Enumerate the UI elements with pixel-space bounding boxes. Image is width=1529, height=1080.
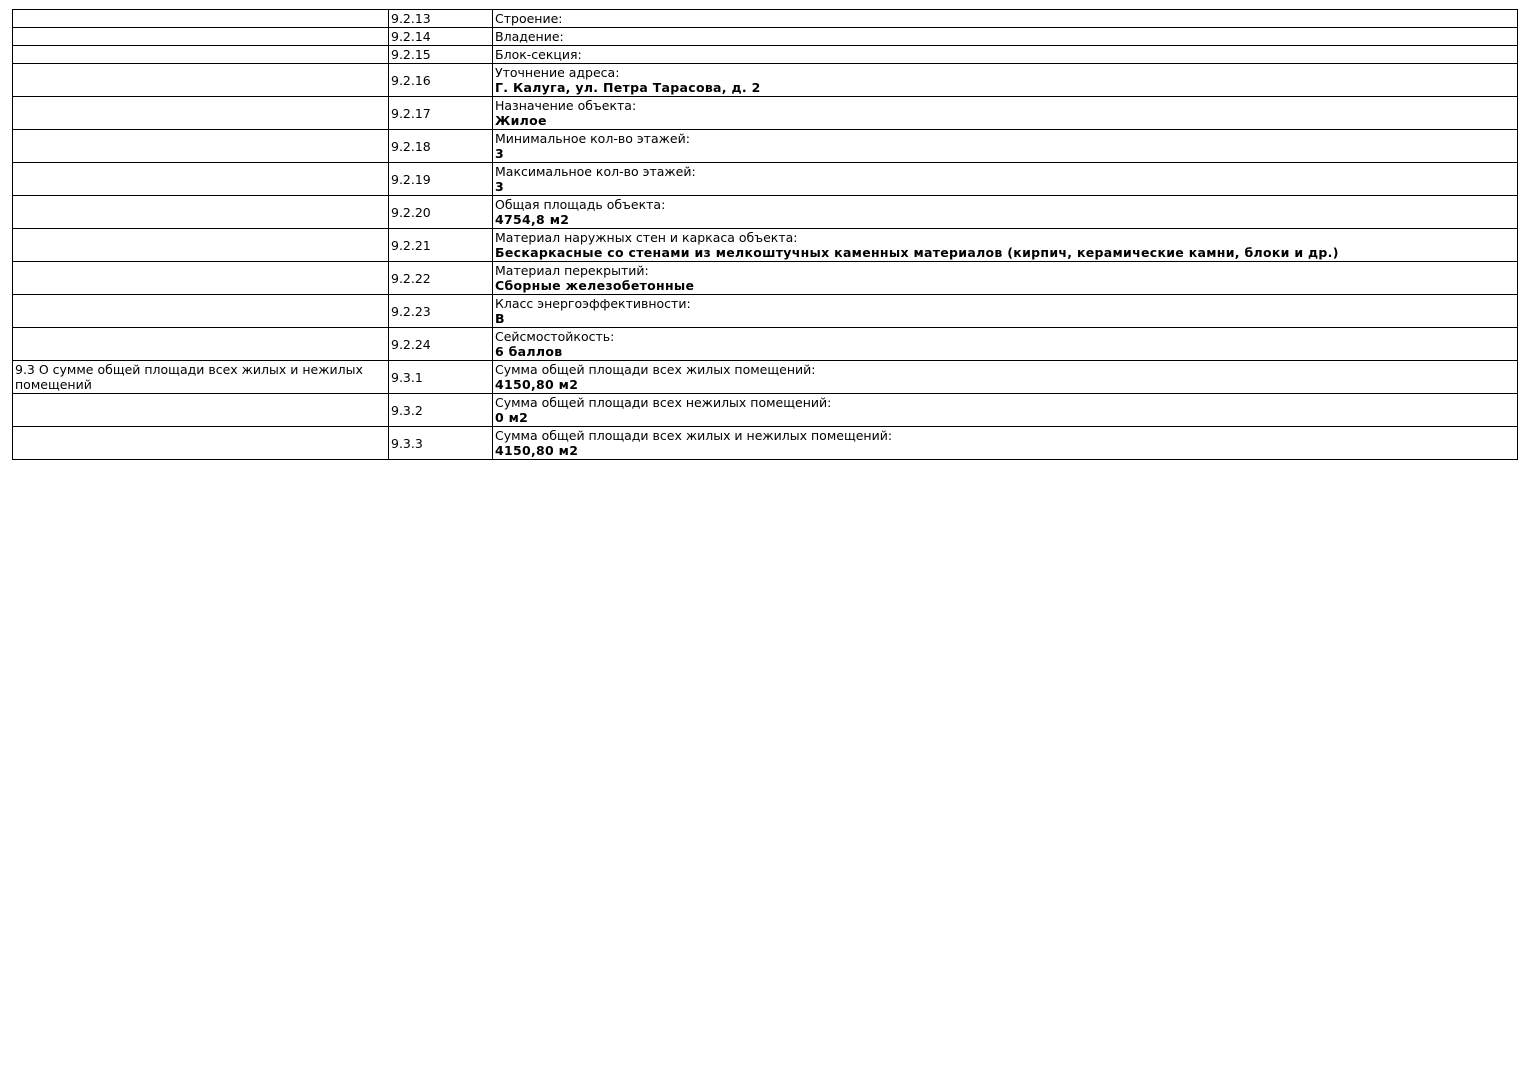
field-value: 4754,8 м2 xyxy=(495,212,570,227)
code-cell: 9.3.1 xyxy=(389,361,493,394)
description-cell xyxy=(493,427,1518,460)
field-label: Материал перекрытий: xyxy=(495,263,649,278)
description-cell xyxy=(493,163,1518,196)
table-row xyxy=(13,427,1518,460)
description-cell xyxy=(493,229,1518,262)
field-value: Бескаркасные со стенами из мелкоштучных каменных материалов (кирпич, керамические камни, блоки и др.) xyxy=(495,245,1339,260)
description-cell xyxy=(493,10,1518,28)
field-value: 4150,80 м2 xyxy=(495,443,579,458)
description-cell xyxy=(493,28,1518,46)
code-cell: 9.2.13 xyxy=(389,10,493,28)
declaration-table xyxy=(12,9,1518,460)
section-cell xyxy=(13,328,389,361)
code-cell: 9.2.21 xyxy=(389,229,493,262)
table-row xyxy=(13,361,1518,394)
code-cell: 9.2.23 xyxy=(389,295,493,328)
field-label: Общая площадь объекта: xyxy=(495,197,666,212)
field-label: Максимальное кол-во этажей: xyxy=(495,164,696,179)
code-cell: 9.2.18 xyxy=(389,130,493,163)
table-row xyxy=(13,46,1518,64)
field-label: Уточнение адреса: xyxy=(495,65,620,80)
table-row xyxy=(13,328,1518,361)
section-cell xyxy=(13,427,389,460)
table-row xyxy=(13,394,1518,427)
code-cell: 9.2.19 xyxy=(389,163,493,196)
code-cell: 9.2.22 xyxy=(389,262,493,295)
field-value: 4150,80 м2 xyxy=(495,377,579,392)
description-cell xyxy=(493,262,1518,295)
description-cell xyxy=(493,64,1518,97)
field-value: Жилое xyxy=(495,113,547,128)
field-label: Сумма общей площади всех нежилых помещений: xyxy=(495,395,832,410)
section-cell xyxy=(13,97,389,130)
field-value: 3 xyxy=(495,146,504,161)
table-row xyxy=(13,10,1518,28)
field-label: Сейсмостойкость: xyxy=(495,329,615,344)
description-cell xyxy=(493,130,1518,163)
field-value: Сборные железобетонные xyxy=(495,278,695,293)
section-cell xyxy=(13,262,389,295)
description-cell xyxy=(493,196,1518,229)
field-value: 3 xyxy=(495,179,504,194)
field-label: Строение: xyxy=(495,11,563,26)
field-label: Блок-секция: xyxy=(495,47,582,62)
section-cell xyxy=(13,10,389,28)
table-row xyxy=(13,130,1518,163)
table-row xyxy=(13,196,1518,229)
field-label: Владение: xyxy=(495,29,564,44)
section-cell xyxy=(13,163,389,196)
table-row xyxy=(13,163,1518,196)
table-row xyxy=(13,64,1518,97)
code-cell: 9.2.14 xyxy=(389,28,493,46)
section-cell xyxy=(13,229,389,262)
description-cell xyxy=(493,361,1518,394)
field-label: Сумма общей площади всех жилых помещений: xyxy=(495,362,816,377)
table-row xyxy=(13,295,1518,328)
section-cell xyxy=(13,130,389,163)
table-row xyxy=(13,262,1518,295)
description-cell xyxy=(493,295,1518,328)
code-cell: 9.3.3 xyxy=(389,427,493,460)
table-row xyxy=(13,229,1518,262)
code-cell: 9.2.20 xyxy=(389,196,493,229)
table-row xyxy=(13,97,1518,130)
section-cell: 9.3 О сумме общей площади всех жилых и нежилых помещений xyxy=(13,361,389,394)
field-value: B xyxy=(495,311,505,326)
section-cell xyxy=(13,46,389,64)
table-row xyxy=(13,28,1518,46)
section-cell xyxy=(13,394,389,427)
section-cell xyxy=(13,64,389,97)
field-label: Материал наружных стен и каркаса объекта: xyxy=(495,230,798,245)
description-cell xyxy=(493,97,1518,130)
code-cell: 9.2.24 xyxy=(389,328,493,361)
section-cell xyxy=(13,295,389,328)
section-cell xyxy=(13,196,389,229)
description-cell xyxy=(493,394,1518,427)
field-label: Сумма общей площади всех жилых и нежилых помещений: xyxy=(495,428,893,443)
code-cell: 9.2.16 xyxy=(389,64,493,97)
section-cell xyxy=(13,28,389,46)
description-cell xyxy=(493,328,1518,361)
field-value: Г. Калуга, ул. Петра Тарасова, д. 2 xyxy=(495,80,761,95)
field-label: Класс энергоэффективности: xyxy=(495,296,691,311)
field-value: 0 м2 xyxy=(495,410,529,425)
code-cell: 9.2.17 xyxy=(389,97,493,130)
field-label: Назначение объекта: xyxy=(495,98,637,113)
field-value: 6 баллов xyxy=(495,344,563,359)
field-label: Минимальное кол-во этажей: xyxy=(495,131,690,146)
description-cell xyxy=(493,46,1518,64)
code-cell: 9.3.2 xyxy=(389,394,493,427)
code-cell: 9.2.15 xyxy=(389,46,493,64)
